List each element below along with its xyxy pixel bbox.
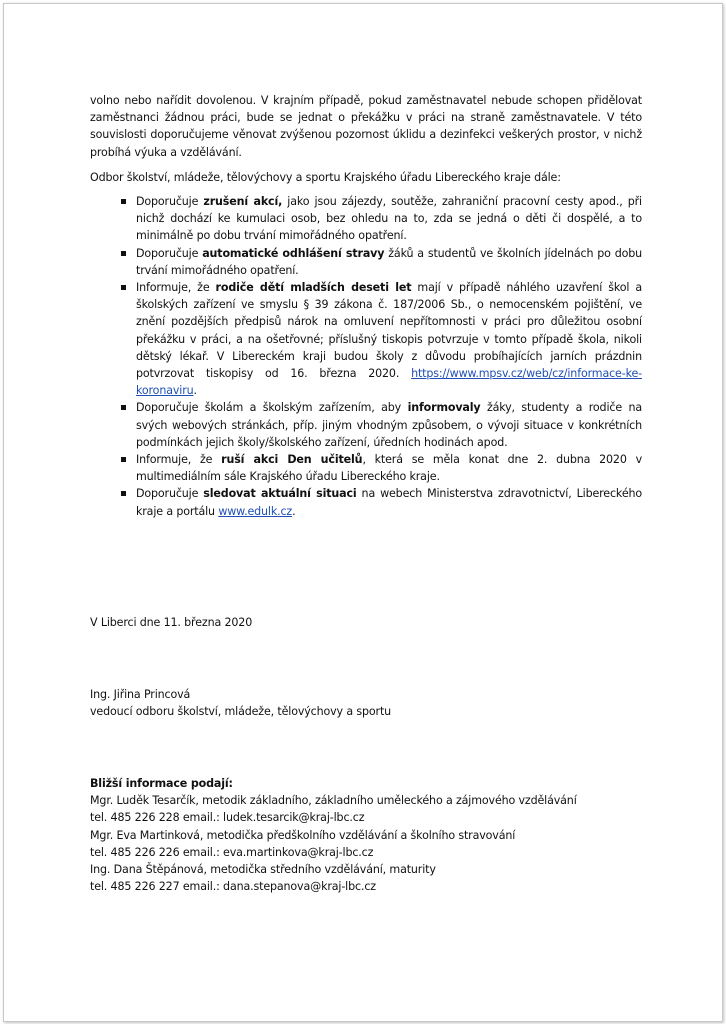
list-item-emphasis: automatické odhlášení stravy [202, 246, 385, 260]
contact-line: tel. 485 226 228 email.: ludek.tesarcik@kraj-lbc.cz [90, 811, 365, 825]
list-item [136, 399, 642, 451]
list-item [136, 485, 642, 519]
bullet-icon [121, 285, 126, 290]
list-item-text: jako jsou zájezdy, soutěže, zahraniční pracovní cesty apod., při nichž dochází ke kumulaci osob, bez ohledu na to, zda se jedná o děti či dospělé, a to minimálně po dobu trvání mimořádného opatření. [136, 195, 642, 243]
contact-line: tel. 485 226 227 email.: dana.stepanova@kraj-lbc.cz [90, 880, 376, 894]
document-body [90, 92, 642, 520]
bullet-icon [121, 405, 126, 410]
list-item [136, 279, 642, 399]
list-item-emphasis: ruší akci Den učitelů [221, 453, 363, 467]
list-item-emphasis: sledovat aktuální situaci [203, 487, 357, 501]
contacts-heading: Bližší informace podají: [90, 777, 233, 790]
list-item-text: na webech Ministerstva zdravotnictví, Libereckého kraje a portálu [136, 487, 643, 518]
list-item-text: Doporučuje [136, 487, 204, 501]
list-item [136, 193, 642, 245]
date-line: V Liberci dne 11. března 2020 [90, 616, 253, 629]
list-item-text: žáky, studenty a rodiče na svých webových stránkách, příp. jiným vhodným způsobem, o vývoji situace v konkrétních podmínkách jejich školy/školského zařízení, úředních hodinách apod. [136, 401, 642, 449]
list-item-text: Doporučuje [136, 195, 204, 209]
list-item-text: . [193, 384, 197, 398]
list-item-text: , která se měla konat dne 2. dubna 2020 v multimediálním sále Krajského úřadu Libereckého kraje. [136, 453, 642, 484]
bullet-icon [121, 199, 126, 204]
list-item [136, 451, 642, 485]
list-item-text: Doporučuje školám a školským zařízením, aby [136, 401, 408, 415]
list-item-text: Informuje, že [136, 453, 222, 467]
contacts-block [90, 775, 577, 895]
bullet-icon [121, 457, 126, 462]
intro-paragraph: volno nebo nařídit dovolenou. V krajním případě, pokud zaměstnavatel nebude schopen přidělovat zaměstnanci žádnou práci, bude se jednat o překážku v práci na straně zaměstnavatele. V této souvislosti doporučujeme věnovat zvýšenou pozornost úklidu a dezinfekci veškerých prostor, v nichž probíhá výuka a vzdělávání. [90, 94, 642, 159]
bullet-icon [121, 251, 126, 256]
contact-line: Ing. Dana Štěpánová, metodička středního vzdělávání, maturity [90, 863, 436, 877]
contact-line: Mgr. Eva Martinková, metodička předškolního vzdělávání a školního stravování [90, 828, 516, 842]
list-item-text: . [292, 504, 296, 518]
list-item-emphasis: zrušení akcí, [203, 195, 283, 209]
list-item-text: Informuje, že [136, 281, 216, 295]
contact-line: tel. 485 226 226 email.: eva.martinkova@kraj-lbc.cz [90, 845, 374, 859]
list-item-emphasis: informovaly [407, 401, 481, 415]
list-item-emphasis: rodiče dětí mladších deseti let [215, 281, 412, 295]
list-item-text: Doporučuje [136, 246, 203, 260]
edulk-link[interactable]: www.edulk.cz [218, 504, 293, 518]
signatory-name: Ing. Jiřina Princová [90, 688, 191, 701]
measures-list [90, 193, 642, 520]
list-item [136, 245, 642, 279]
list-item-text: žáků a studentů ve školních jídelnách po dobu trvání mimořádného opatření. [136, 246, 642, 277]
signature-block [90, 686, 391, 720]
signatory-role: vedoucí odboru školství, mládeže, tělovýchovy a sportu [90, 705, 392, 719]
contact-line: Mgr. Luděk Tesarčík, metodik základního, základního uměleckého a zájmového vzdělávání [90, 794, 577, 808]
bullet-icon [121, 491, 126, 496]
document-page [3, 3, 723, 1022]
list-item-text: mají v případě náhlého uzavření škol a školských zařízení ve smyslu § 39 zákona č. 187/2006 Sb., o nemocenském pojištění, ve znění pozdějších předpisů nárok na omluvení nepřítomnosti v práci pro důležitou osobní překážku v práci, a na ošetřovné; příslušný tiskopis potvrzuje v tomto případě škola, nikoli dětský lékař. V Libereckém kraji budou školy z důvodu probíhajících jarních prázdnin potvrzovat tiskopisy od 16. března 2020. [136, 281, 642, 381]
mpsv-link[interactable]: https://www.mpsv.cz/web/cz/informace-ke-koronaviru [136, 367, 642, 398]
lead-paragraph: Odbor školství, mládeže, tělovýchovy a sportu Krajského úřadu Libereckého kraje dále: [90, 170, 561, 184]
